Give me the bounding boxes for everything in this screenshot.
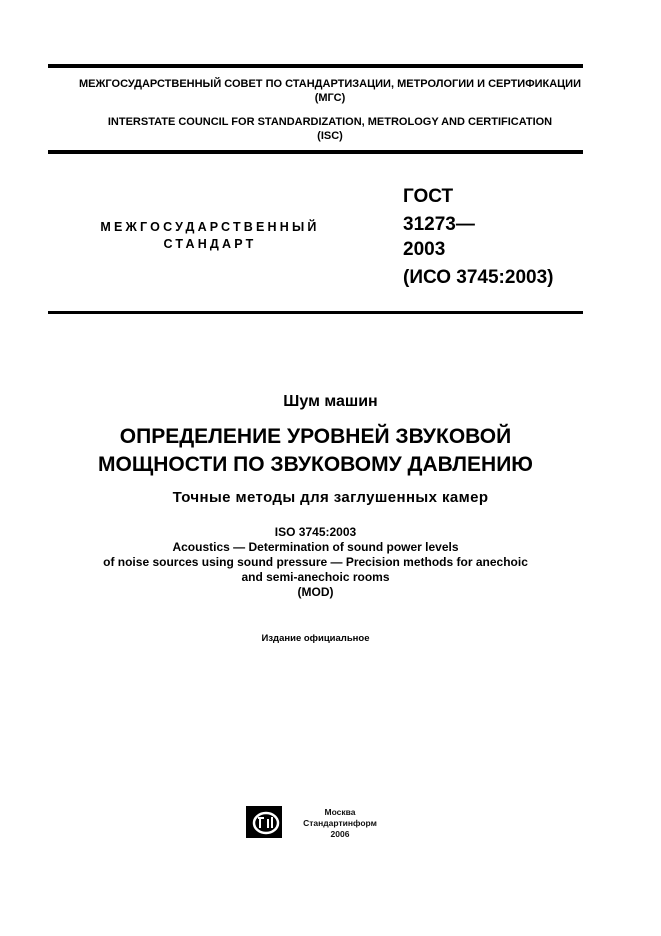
iso-title-line3: and semi-anechoic rooms: [241, 570, 390, 584]
council-ru: [40, 77, 620, 105]
council-ru-name: МЕЖГОСУДАРСТВЕННЫЙ СОВЕТ ПО СТАНДАРТИЗАЦИИ, МЕТРОЛОГИИ И СЕРТИФИКАЦИИ: [78, 78, 581, 90]
council-ru-abbr: (МГС): [314, 92, 346, 104]
gost-iso-ref: (ИСО 3745:2003): [403, 267, 554, 288]
council-en-name: INTERSTATE COUNCIL FOR STANDARDIZATION, METROLOGY AND CERTIFICATION: [107, 116, 553, 128]
publisher-city: Москва: [324, 807, 356, 817]
designation-rule: [48, 311, 583, 314]
standard-kind-line1: МЕЖГОСУДАРСТВЕННЫЙ: [100, 220, 320, 234]
council-en: [40, 115, 620, 143]
iso-code: ISO 3745:2003: [274, 525, 357, 539]
publisher-block: [290, 807, 390, 840]
iso-mod: (MOD): [297, 585, 334, 599]
edition: Издание официальное: [261, 633, 370, 644]
title-line2: МОЩНОСТИ ПО ЗВУКОВОМУ ДАВЛЕНИЮ: [98, 453, 533, 476]
title-line1: ОПРЕДЕЛЕНИЕ УРОВНЕЙ ЗВУКОВОЙ: [119, 425, 512, 448]
gost-number: 31273—: [403, 214, 475, 235]
publisher-year: 2006: [330, 829, 350, 839]
iso-block: [0, 525, 631, 600]
standard-kind: [90, 219, 330, 253]
publisher-name: Стандартинформ: [303, 818, 377, 828]
subtitle: Точные методы для заглушенных камер: [172, 489, 489, 506]
standard-kind-line2: СТАНДАРТ: [163, 237, 257, 251]
document-title: [0, 423, 631, 479]
council-en-abbr: (ISC): [317, 130, 343, 142]
iso-title-line1: Acoustics — Determination of sound power levels: [172, 540, 459, 554]
gost-designation: [403, 184, 603, 290]
gost-year: 2003: [403, 239, 446, 260]
subject: Шум машин: [283, 393, 378, 410]
standartinform-logo-icon: [246, 806, 282, 838]
header-rule: [48, 150, 583, 154]
gost-label: ГОСТ: [403, 186, 454, 207]
iso-title-line2: of noise sources using sound pressure — Precision methods for anechoic: [103, 555, 528, 569]
top-rule: [48, 64, 583, 68]
